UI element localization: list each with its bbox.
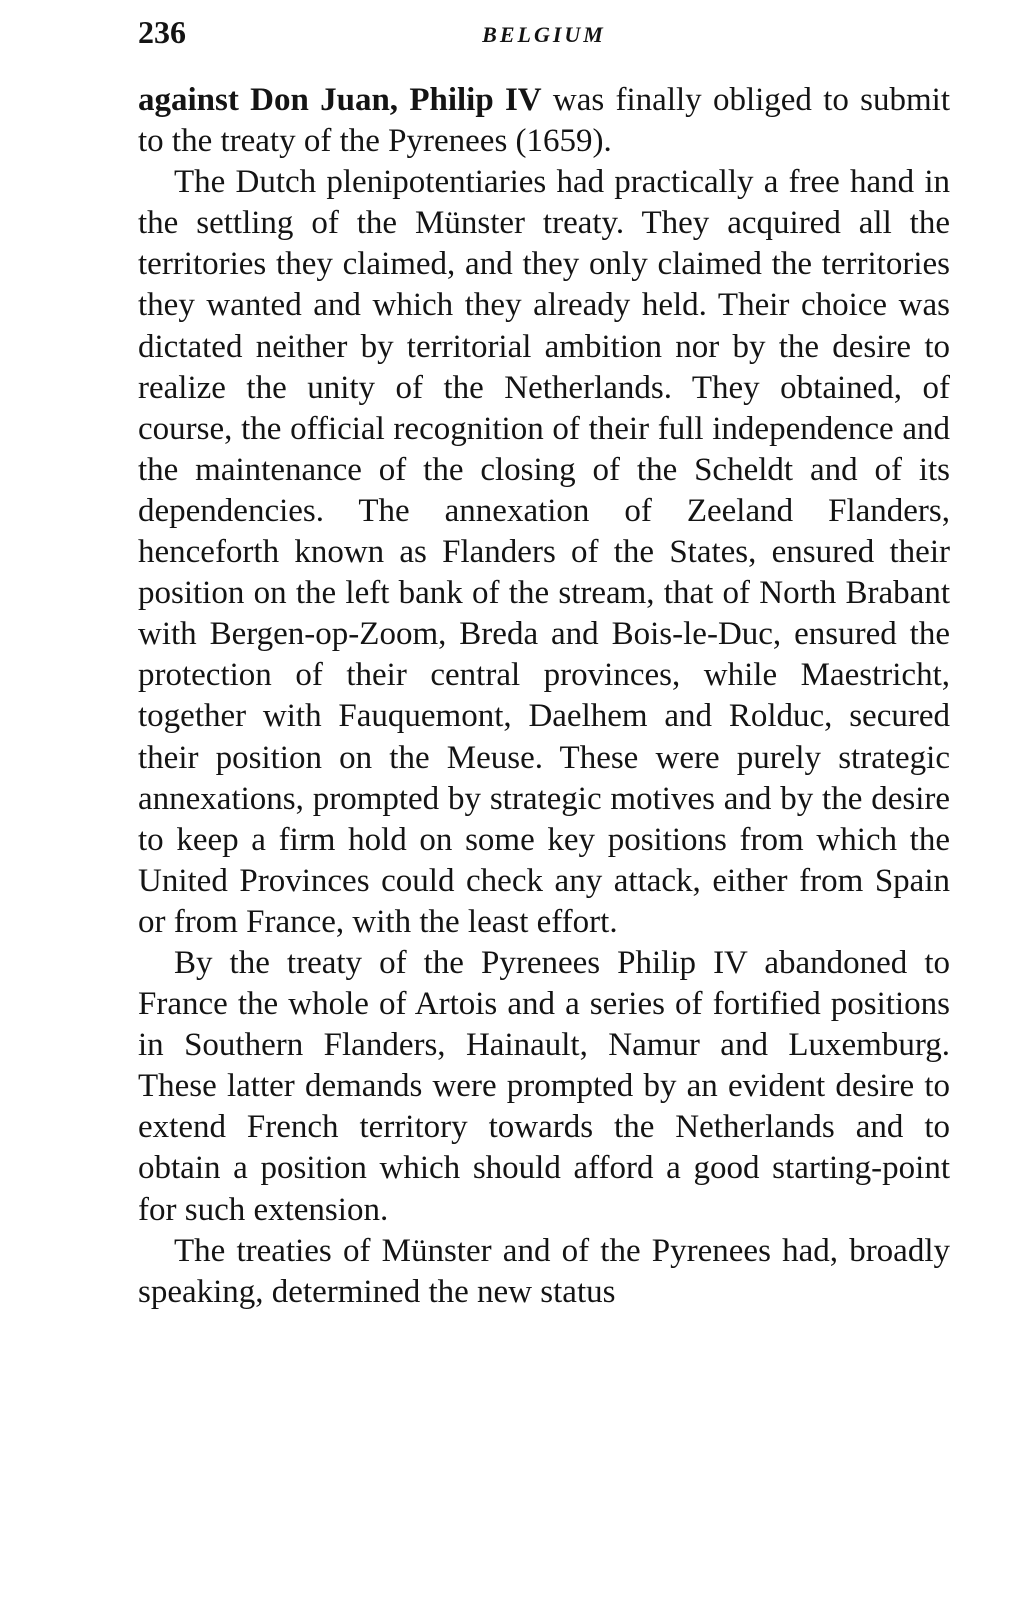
page-number: 236: [138, 14, 186, 50]
paragraph-1: [138, 80, 950, 162]
body-text: [138, 80, 950, 1313]
paragraph-3: By the treaty of the Pyrenees Philip IV abandoned to France the whole of Artois and a series of fortified positions in Southern Flanders, Hainault, Namur and Luxemburg. These latter demands were prompted by an evident desire to extend French territory towards the Netherlands and to obtain a position which should afford a good starting-point for such extension.: [138, 944, 950, 1228]
paragraph-2: The Dutch plenipotentiaries had practically a free hand in the settling of the Münster treaty. They acquired all the territories they claimed, and they only claimed the territories they wanted and which they already held. Their choice was dictated neither by territorial ambition nor by the desire to realize the unity of the Netherlands. They obtained, of course, the official recognition of their full independence and the maintenance of the closing of the Scheldt and of its dependencies. The annexation of Zeeland Flanders, henceforth known as Flanders of the States, ensured their position on the left bank of the stream, that of North Brabant with Bergen-op-Zoom, Breda and Bois-le-Duc, ensured the protection of their central provinces, while Maestricht, together with Fauquemont, Daelhem and Rolduc, secured their position on the Meuse. These were purely strategic annexations, prompted by strategic motives and by the desire to keep a firm hold on some key positions from which the United Provinces could check any attack, either from Spain or from France, with the least effort.: [138, 164, 950, 940]
paragraph-4: The treaties of Münster and of the Pyrenees had, broadly speaking, determined the new status: [138, 1232, 950, 1310]
running-head: BELGIUM: [482, 22, 606, 47]
paragraph-1-lead: against Don Juan, Philip IV: [138, 82, 542, 118]
page-header: [138, 14, 950, 54]
paragraph-1-text: was finally obliged to submit to the treaty of the Pyrenees (1659).: [138, 82, 950, 160]
